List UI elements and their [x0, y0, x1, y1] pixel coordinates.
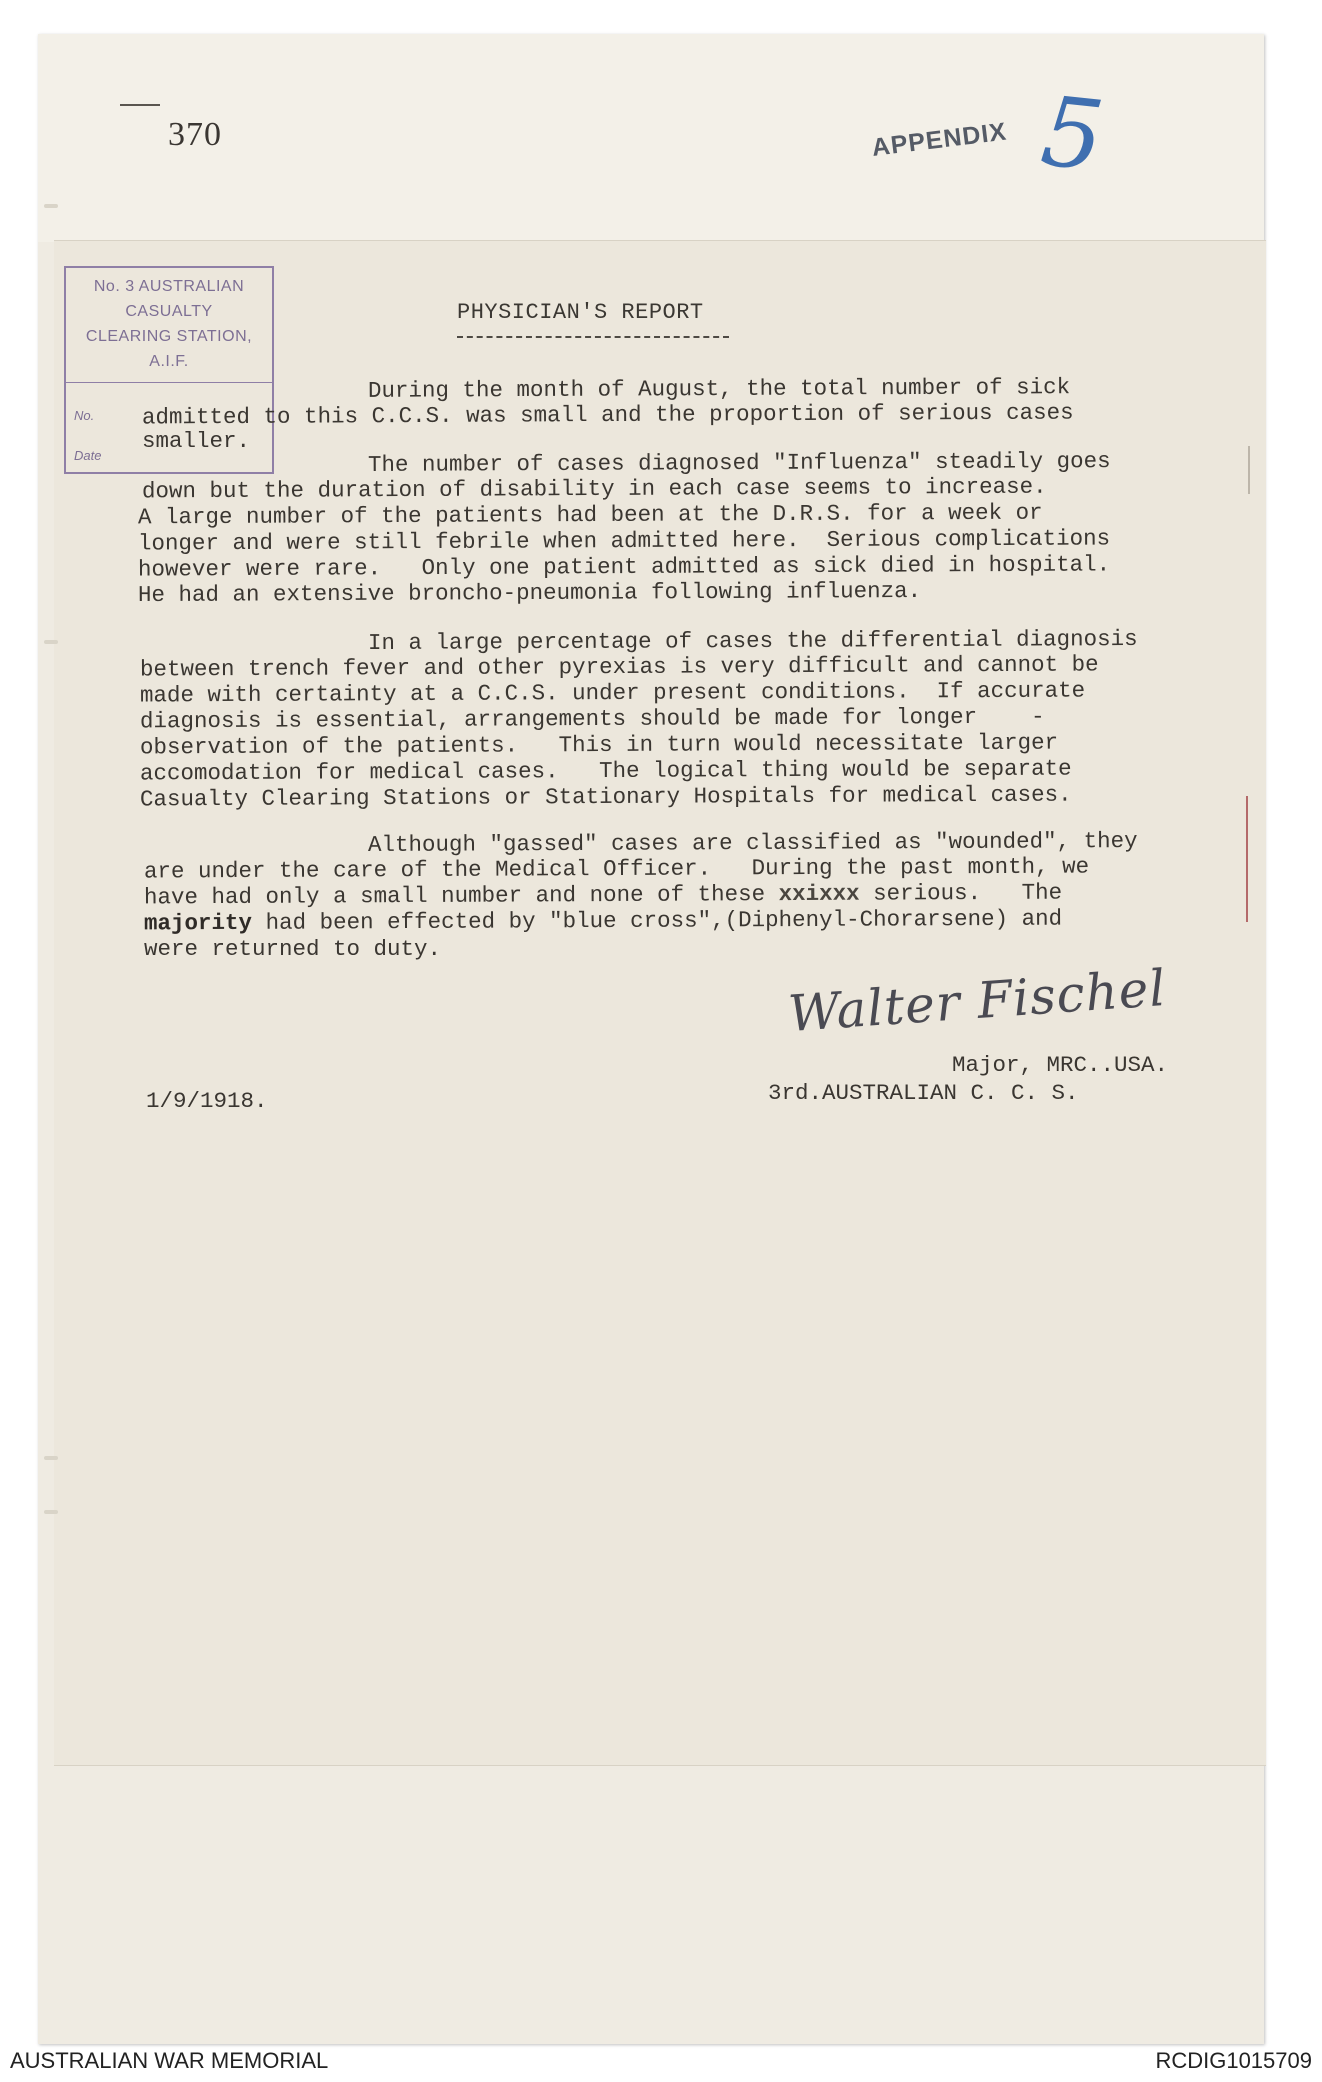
- margin-mark: [1246, 796, 1248, 922]
- signatory-unit: 3rd.AUSTRALIAN C. C. S.: [768, 1080, 1079, 1106]
- office-stamp-line: CASUALTY: [125, 303, 213, 320]
- punch-hole-mark: [44, 1456, 58, 1460]
- report-line: admitted to this C.C.S. was small and the proportion of serious cases: [141, 399, 1074, 431]
- office-stamp-line: CLEARING STATION,: [85, 328, 253, 345]
- office-stamp-line: No. 3 AUSTRALIAN: [93, 278, 245, 295]
- report-line: however were rare. Only one patient admitted as sick died in hospital.: [137, 551, 1111, 583]
- office-stamp-date-label: Date: [74, 448, 102, 463]
- report-line: made with certainty at a C.C.S. under present conditions. If accurate: [139, 677, 1086, 709]
- report-line: down but the duration of disability in each case seems to increase.: [141, 473, 1047, 505]
- report-line: [144, 906, 1062, 937]
- report-line: observation of the patients. This in turn would necessitate larger: [139, 729, 1059, 761]
- report-line: The number of cases diagnosed "Influenza" steadily goes: [367, 448, 1111, 478]
- struck-out-word: xxixxx: [778, 880, 860, 908]
- report-line: He had an extensive broncho-pneumonia following influenza.: [137, 577, 922, 609]
- punch-hole-mark: [44, 1510, 58, 1514]
- signatory-rank: Major, MRC..USA.: [952, 1052, 1169, 1078]
- office-stamp-divider: [66, 382, 272, 383]
- report-line: Casualty Clearing Stations or Stationary Hospitals for medical cases.: [139, 781, 1072, 813]
- office-stamp-line: A.I.F.: [149, 353, 189, 370]
- page-number-dash: [120, 104, 160, 106]
- report-line: diagnosis is essential, arrangements should be made for longer -: [139, 703, 1045, 735]
- report-line: During the month of August, the total number of sick: [367, 374, 1071, 404]
- office-stamp-text: [66, 274, 272, 374]
- report-text: serious. The: [859, 879, 1063, 907]
- report-title-underline: [457, 336, 729, 338]
- footer-institution: AUSTRALIAN WAR MEMORIAL: [10, 2048, 329, 2073]
- report-date: 1/9/1918.: [146, 1088, 268, 1114]
- report-line: A large number of the patients had been at the D.R.S. for a week or: [137, 499, 1043, 531]
- report-line: accomodation for medical cases. The logical thing would be separate: [139, 755, 1072, 787]
- appendix-number: 5: [1036, 75, 1109, 193]
- handwritten-signature: Walter Fischel: [786, 958, 1169, 1044]
- report-line: longer and were still febrile when admitted here. Serious complications: [137, 525, 1111, 557]
- punch-hole-mark: [44, 204, 58, 208]
- report-line: smaller.: [142, 428, 251, 454]
- punch-hole-mark: [44, 640, 58, 644]
- office-stamp-no-label: No.: [74, 408, 95, 423]
- footer-reference: RCDIG1015709: [1155, 2048, 1312, 2073]
- report-line: are under the care of the Medical Officer. During the past month, we: [143, 853, 1090, 885]
- report-line: In a large percentage of cases the differential diagnosis: [367, 625, 1138, 657]
- report-line: Although "gassed" cases are classified as "wounded", they: [367, 827, 1138, 859]
- report-line: were returned to duty.: [144, 936, 442, 962]
- report-text: have had only a small number and none of these: [143, 881, 779, 911]
- page-number: 370: [168, 116, 222, 153]
- appendix-stamp: APPENDIX: [870, 117, 1009, 162]
- overtyped-word: majority: [143, 909, 253, 937]
- report-text: had been effected by "blue cross",(Diphenyl-Chorarsene) and: [251, 905, 1063, 936]
- report-title: PHYSICIAN'S REPORT: [457, 300, 704, 325]
- margin-mark: [1248, 446, 1250, 494]
- report-line: between trench fever and other pyrexias is very difficult and cannot be: [139, 651, 1099, 683]
